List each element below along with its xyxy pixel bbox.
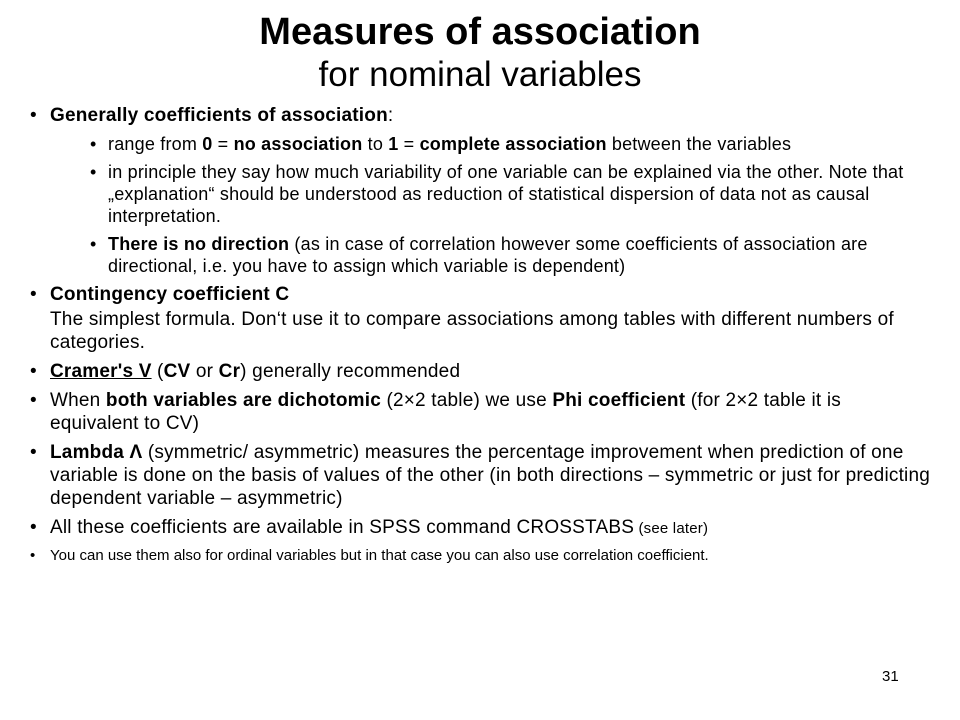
bullet-general: • Generally coefficients of association: • range from 0 = no association to 1 = complete association between the variables • in principle they say how much variability of one variable can be explained via the other. Note that „explanation“ should be understood as reduction of statistical dispersion of data not as causal interpretation. • There is no direction (as in case of correlation however some coefficients of association are directional, i.e. you have to assign which variable is dependent) — [30, 104, 935, 277]
bullet-list — [30, 104, 935, 571]
page-number: 31 — [882, 668, 899, 685]
sub-bullet-principle: • in principle they say how much variability of one variable can be explained via the other. Note that „explanation“ should be understood as reduction of statistical dispersion of data not as causal interpretation. — [90, 161, 935, 227]
contingency-description: The simplest formula. Don‘t use it to compare associations among tables with different numbers of categories. — [50, 309, 894, 353]
bullet-phi: • When both variables are dichotomic (2×2 table) we use Phi coefficient (for 2×2 table it is equivalent to CV) — [30, 389, 935, 435]
bullet-cramer: • Cramer's V (CV or Cr) generally recommended — [30, 360, 935, 383]
general-sublist — [50, 133, 935, 277]
bullet-lambda: • Lambda Λ (symmetric/ asymmetric) measures the percentage improvement when prediction of one variable is done on the basis of values of the other (in both directions – symmetric or just for predicting dependent variable – asymmetric) — [30, 441, 935, 510]
slide-title: Measures of association — [259, 11, 701, 53]
sub-bullet-range: • range from 0 = no association to 1 = complete association between the variables — [90, 133, 935, 155]
bullet-contingency: • Contingency coefficient C — [30, 283, 935, 306]
bullet-ordinal: • You can use them also for ordinal variables but in that case you can also use correlation coefficient. — [30, 546, 935, 565]
bullet-spss: • All these coefficients are available in SPSS command CROSSTABS (see later) — [30, 516, 935, 540]
sub-bullet-direction: • There is no direction (as in case of correlation however some coefficients of association are directional, i.e. you have to assign which variable is dependent) — [90, 233, 935, 277]
general-heading: Generally coefficients of association — [50, 105, 388, 126]
slide-subtitle: for nominal variables — [318, 55, 642, 94]
